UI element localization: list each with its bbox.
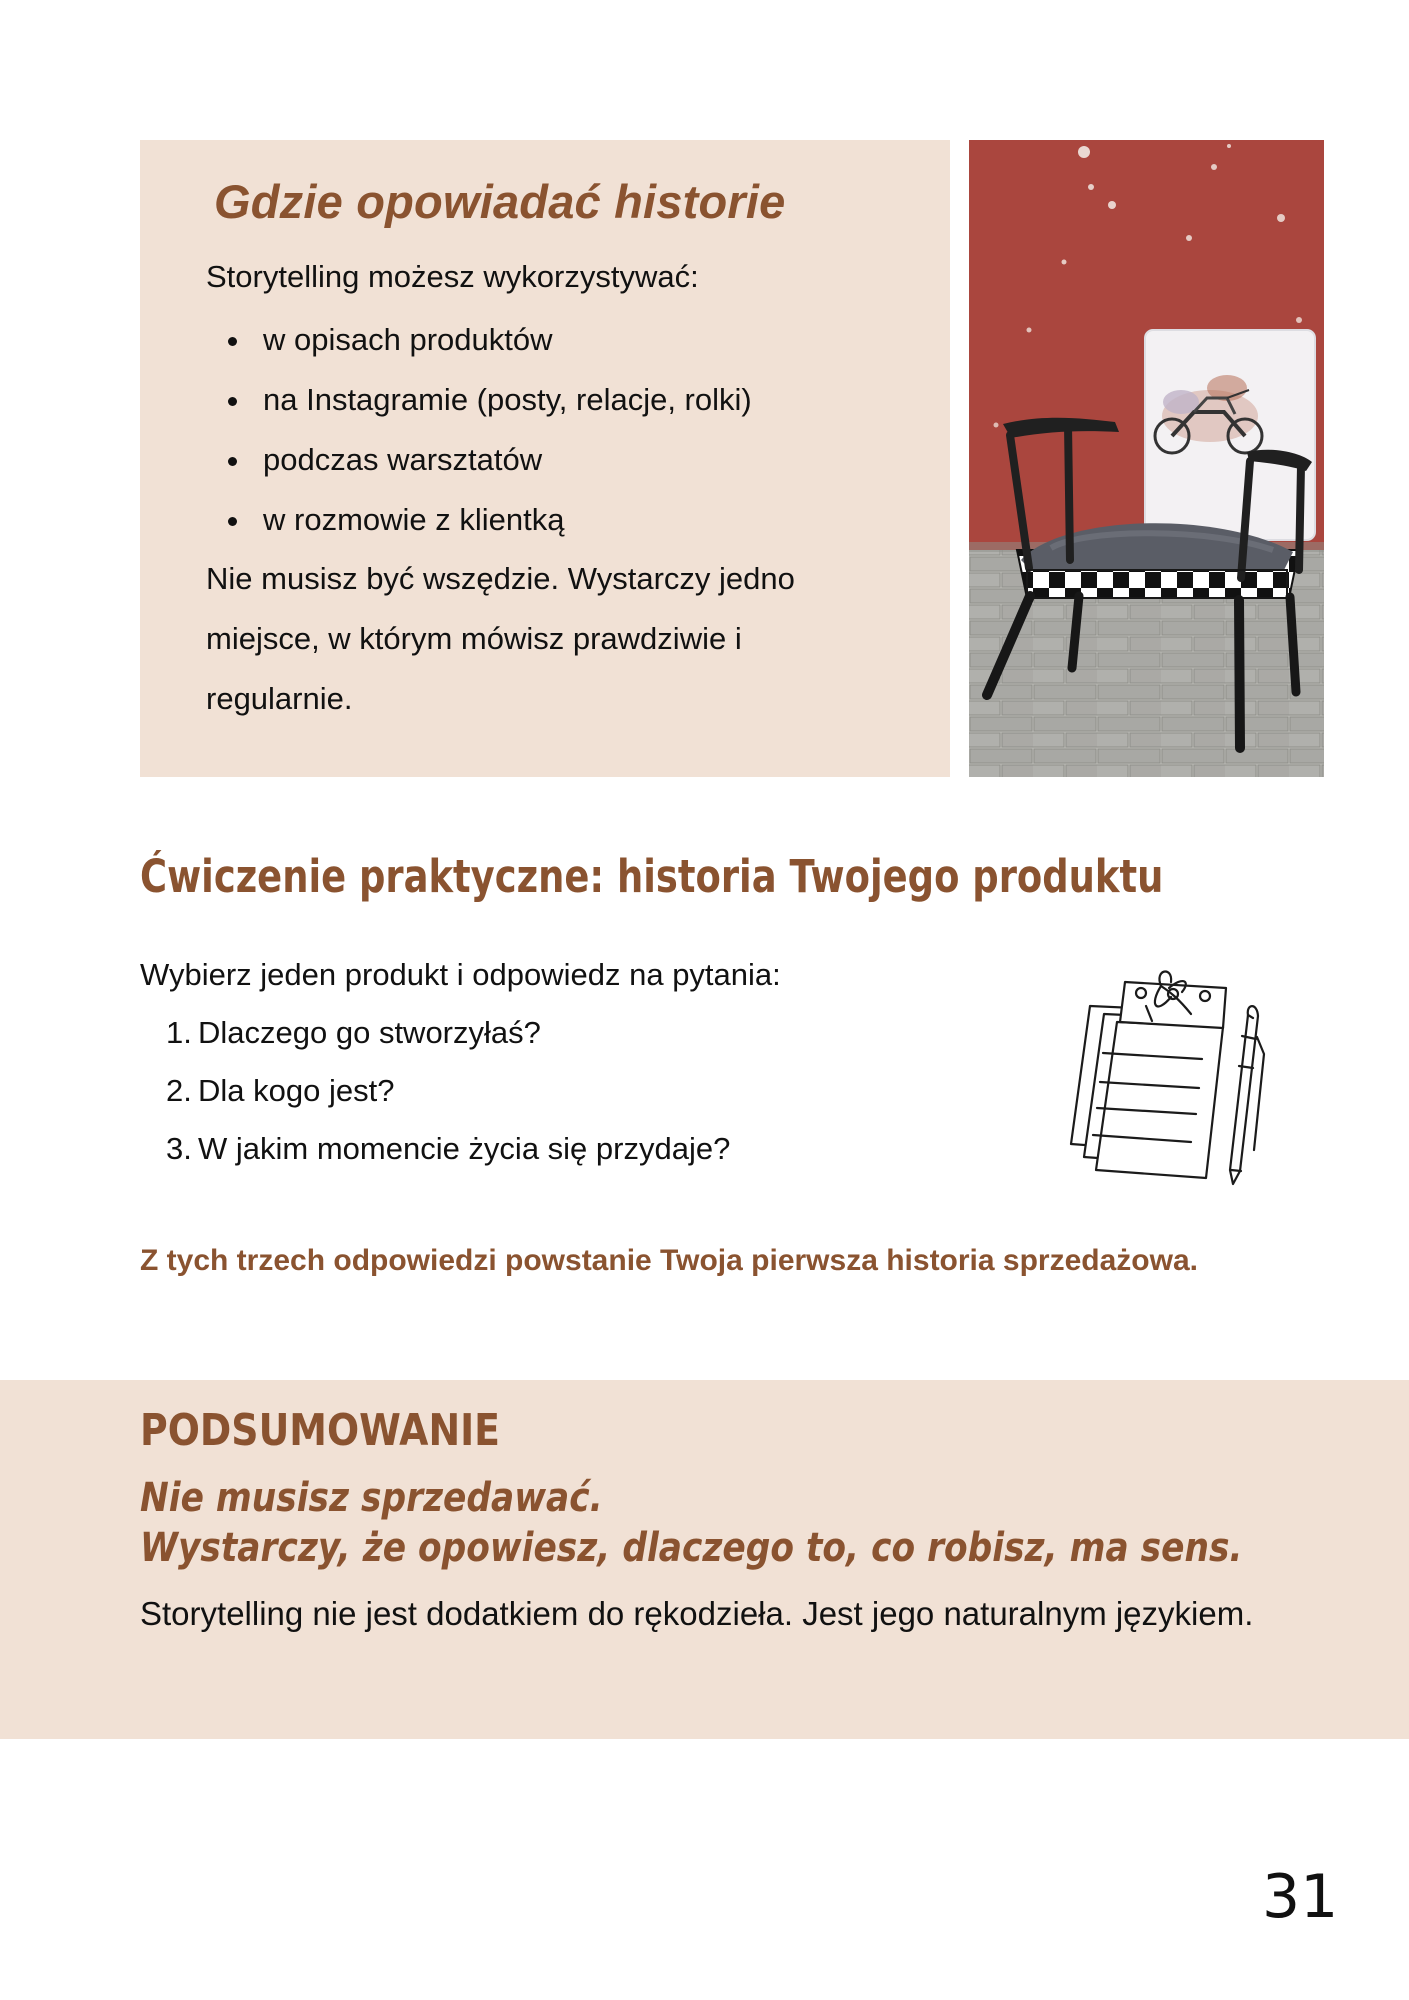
exercise-intro: Wybierz jeden produkt i odpowiedz na pytania: — [140, 957, 781, 992]
question-number: 1. — [166, 1015, 192, 1050]
page-number: 31 — [1262, 1862, 1339, 1932]
question-number: 3. — [166, 1131, 192, 1166]
where-to-tell-stories-intro: Storytelling możesz wykorzystywać: — [206, 259, 699, 294]
where-to-tell-stories-card — [140, 140, 950, 777]
list-item: w opisach produktów — [206, 310, 752, 370]
armchair-photo-illustration — [969, 140, 1324, 777]
question-number: 2. — [166, 1073, 192, 1108]
summary-title: PODSUMOWANIE — [140, 1405, 501, 1456]
exercise-title: Ćwiczenie praktyczne: historia Twojego produktu — [140, 850, 1164, 903]
list-item: na Instagramie (posty, relacje, rolki) — [206, 370, 752, 430]
question-text: Dlaczego go stworzyłaś? — [198, 1015, 541, 1050]
notebook-pen-icon — [1043, 958, 1283, 1198]
exercise-questions-list — [166, 1004, 730, 1178]
summary-quote-line-2: Wystarczy, że opowiesz, dlaczego to, co robisz, ma sens. — [140, 1525, 1243, 1571]
question-item — [166, 1120, 730, 1178]
list-item: podczas warsztatów — [206, 430, 752, 490]
armchair-photo — [969, 140, 1324, 777]
summary-body: Storytelling nie jest dodatkiem do rękodzieła. Jest jego naturalnym językiem. — [140, 1595, 1254, 1632]
storytelling-channels-list — [206, 310, 752, 550]
question-text: Dla kogo jest? — [198, 1073, 395, 1108]
question-item — [166, 1062, 730, 1120]
question-item — [166, 1004, 730, 1062]
where-to-tell-stories-outro: Nie musisz być wszędzie. Wystarczy jedno miejsce, w którym mówisz prawdziwie i regularnie. — [206, 561, 795, 716]
question-text: W jakim momencie życia się przydaje? — [198, 1131, 731, 1166]
where-to-tell-stories-title: Gdzie opowiadać historie — [214, 175, 786, 228]
list-item: w rozmowie z klientką — [206, 490, 752, 550]
summary-quote — [140, 1473, 1243, 1573]
summary-quote-line-1: Nie musisz sprzedawać. — [140, 1475, 603, 1521]
notebook-pen-illustration — [1043, 958, 1283, 1198]
exercise-highlight: Z tych trzech odpowiedzi powstanie Twoja pierwsza historia sprzedażowa. — [140, 1244, 1198, 1277]
